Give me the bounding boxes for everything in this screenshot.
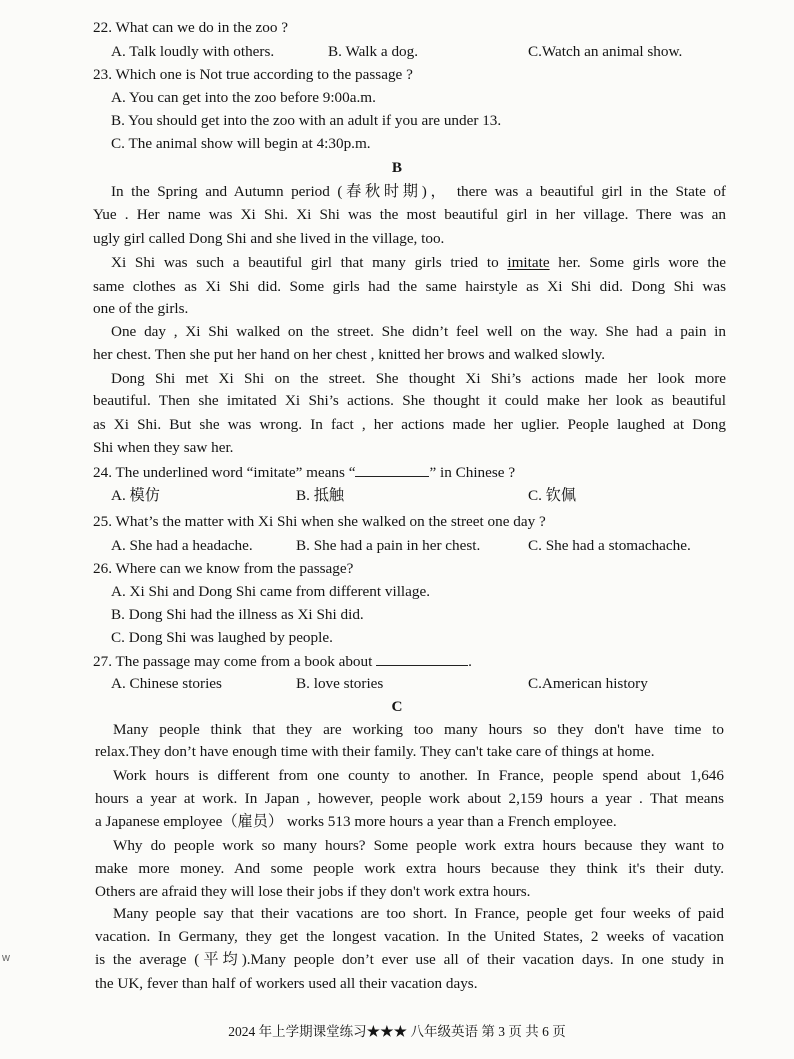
question-22-option-c: C.Watch an animal show. bbox=[528, 43, 683, 60]
underlined-word-imitate: imitate bbox=[507, 254, 550, 271]
answer-blank bbox=[355, 462, 429, 477]
question-22-option-b: B. Walk a dog. bbox=[328, 43, 419, 60]
passage-c-p4-line2: vacation. In Germany, they get the longest vacation. In the United States, 2 weeks of vacation bbox=[95, 928, 724, 945]
question-27-option-b: B. love stories bbox=[296, 675, 384, 692]
passage-b-p4-line3: as Xi Shi. But she was wrong. In fact , her actions made her uglier. People laughed at Dong bbox=[93, 416, 726, 433]
question-27-stem: 27. The passage may come from a book about . bbox=[93, 653, 472, 670]
passage-c-p3-line1: Why do people work so many hours? Some people work extra hours because they want to bbox=[113, 837, 724, 854]
question-25-stem: 25. What’s the matter with Xi Shi when she walked on the street one day ? bbox=[93, 513, 546, 530]
question-27-option-a: A. Chinese stories bbox=[111, 675, 222, 692]
question-24-option-b: B. 抵触 bbox=[296, 487, 345, 504]
passage-b-p3-line2: her chest. Then she put her hand on her chest , knitted her brows and walked slowly. bbox=[93, 346, 606, 363]
passage-b-p1-line2: Yue . Her name was Xi Shi. Xi Shi was the most beautiful girl in her village. There was an bbox=[93, 206, 726, 223]
passage-b-p1-line1: In the Spring and Autumn period (春秋时期)， there was a beautiful girl in the State of bbox=[111, 183, 726, 200]
passage-c-p1-line1: Many people think that they are working too many hours so they don't have time to bbox=[113, 721, 724, 738]
passage-b-p4-line4: Shi when they saw her. bbox=[93, 439, 234, 456]
question-26-option-b: B. Dong Shi had the illness as Xi Shi did. bbox=[111, 606, 364, 623]
question-23-option-c: C. The animal show will begin at 4:30p.m. bbox=[111, 135, 371, 152]
question-23-option-a: A. You can get into the zoo before 9:00a.m. bbox=[111, 89, 376, 106]
passage-c-p3-line2: make more money. And some people work extra hours because they think it's their duty. bbox=[95, 860, 724, 877]
section-c-heading: C bbox=[391, 698, 403, 715]
passage-b-p2-line1: Xi Shi was such a beautiful girl that many girls tried to imitate her. Some girls wore the bbox=[111, 254, 726, 271]
answer-blank bbox=[376, 651, 468, 666]
passage-b-p1-line3: ugly girl called Dong Shi and she lived in the village, too. bbox=[93, 230, 445, 247]
question-23-stem: 23. Which one is Not true according to the passage ? bbox=[93, 66, 413, 83]
question-24-option-c: C. 钦佩 bbox=[528, 487, 577, 504]
section-b-heading: B bbox=[391, 159, 403, 176]
passage-c-p2-line2: hours a year at work. In Japan , however, people work about 2,159 hours a year . That means bbox=[95, 790, 724, 807]
margin-mark: w bbox=[2, 952, 10, 964]
question-22-option-a: A. Talk loudly with others. bbox=[111, 43, 275, 60]
question-24-option-a: A. 模仿 bbox=[111, 487, 160, 504]
passage-c-p2-line1: Work hours is different from one county to another. In France, people spend about 1,646 bbox=[113, 767, 724, 784]
passage-b-p4-line2: beautiful. Then she imitated Xi Shi’s actions. She thought it could make her look as beautiful bbox=[93, 392, 726, 409]
question-26-option-c: C. Dong Shi was laughed by people. bbox=[111, 629, 333, 646]
question-22-stem: 22. What can we do in the zoo ? bbox=[93, 19, 288, 36]
passage-c-p3-line3: Others are afraid they will lose their jobs if they don't work extra hours. bbox=[95, 883, 531, 900]
passage-b-p3-line1: One day , Xi Shi walked on the street. She didn’t feel well on the way. She had a pain in bbox=[111, 323, 726, 340]
question-25-option-b: B. She had a pain in her chest. bbox=[296, 537, 481, 554]
question-23-option-b: B. You should get into the zoo with an adult if you are under 13. bbox=[111, 112, 502, 129]
passage-c-p4-line4: the UK, fever than half of workers used all their vacation days. bbox=[95, 975, 478, 992]
question-25-option-c: C. She had a stomachache. bbox=[528, 537, 691, 554]
passage-b-p2-line3: one of the girls. bbox=[93, 300, 189, 317]
question-24-stem: 24. The underlined word “imitate” means “ ” in Chinese ? bbox=[93, 464, 516, 481]
passage-c-p4-line3: is the average (平均).Many people don’t ever use all of their vacation days. In one study in bbox=[95, 951, 724, 968]
passage-b-p2-line2: same clothes as Xi Shi did. Some girls had the same hairstyle as Xi Shi did. Dong Shi was bbox=[93, 278, 726, 295]
passage-c-p1-line2: relax.They don’t have enough time with their family. They can't take care of things at home. bbox=[95, 743, 655, 760]
passage-c-p2-line3: a Japanese employee（雇员） works 513 more hours a year than a French employee. bbox=[95, 813, 617, 830]
passage-b-p4-line1: Dong Shi met Xi Shi on the street. She thought Xi Shi’s actions made her look more bbox=[111, 370, 726, 387]
question-25-option-a: A. She had a headache. bbox=[111, 537, 253, 554]
question-26-option-a: A. Xi Shi and Dong Shi came from different village. bbox=[111, 583, 431, 600]
question-27-option-c: C.American history bbox=[528, 675, 648, 692]
question-26-stem: 26. Where can we know from the passage? bbox=[93, 560, 354, 577]
page-footer: 2024 年上学期课堂练习★★★ 八年级英语 第 3 页 共 6 页 bbox=[228, 1024, 566, 1039]
passage-c-p4-line1: Many people say that their vacations are too short. In France, people get four weeks of paid bbox=[113, 905, 724, 922]
